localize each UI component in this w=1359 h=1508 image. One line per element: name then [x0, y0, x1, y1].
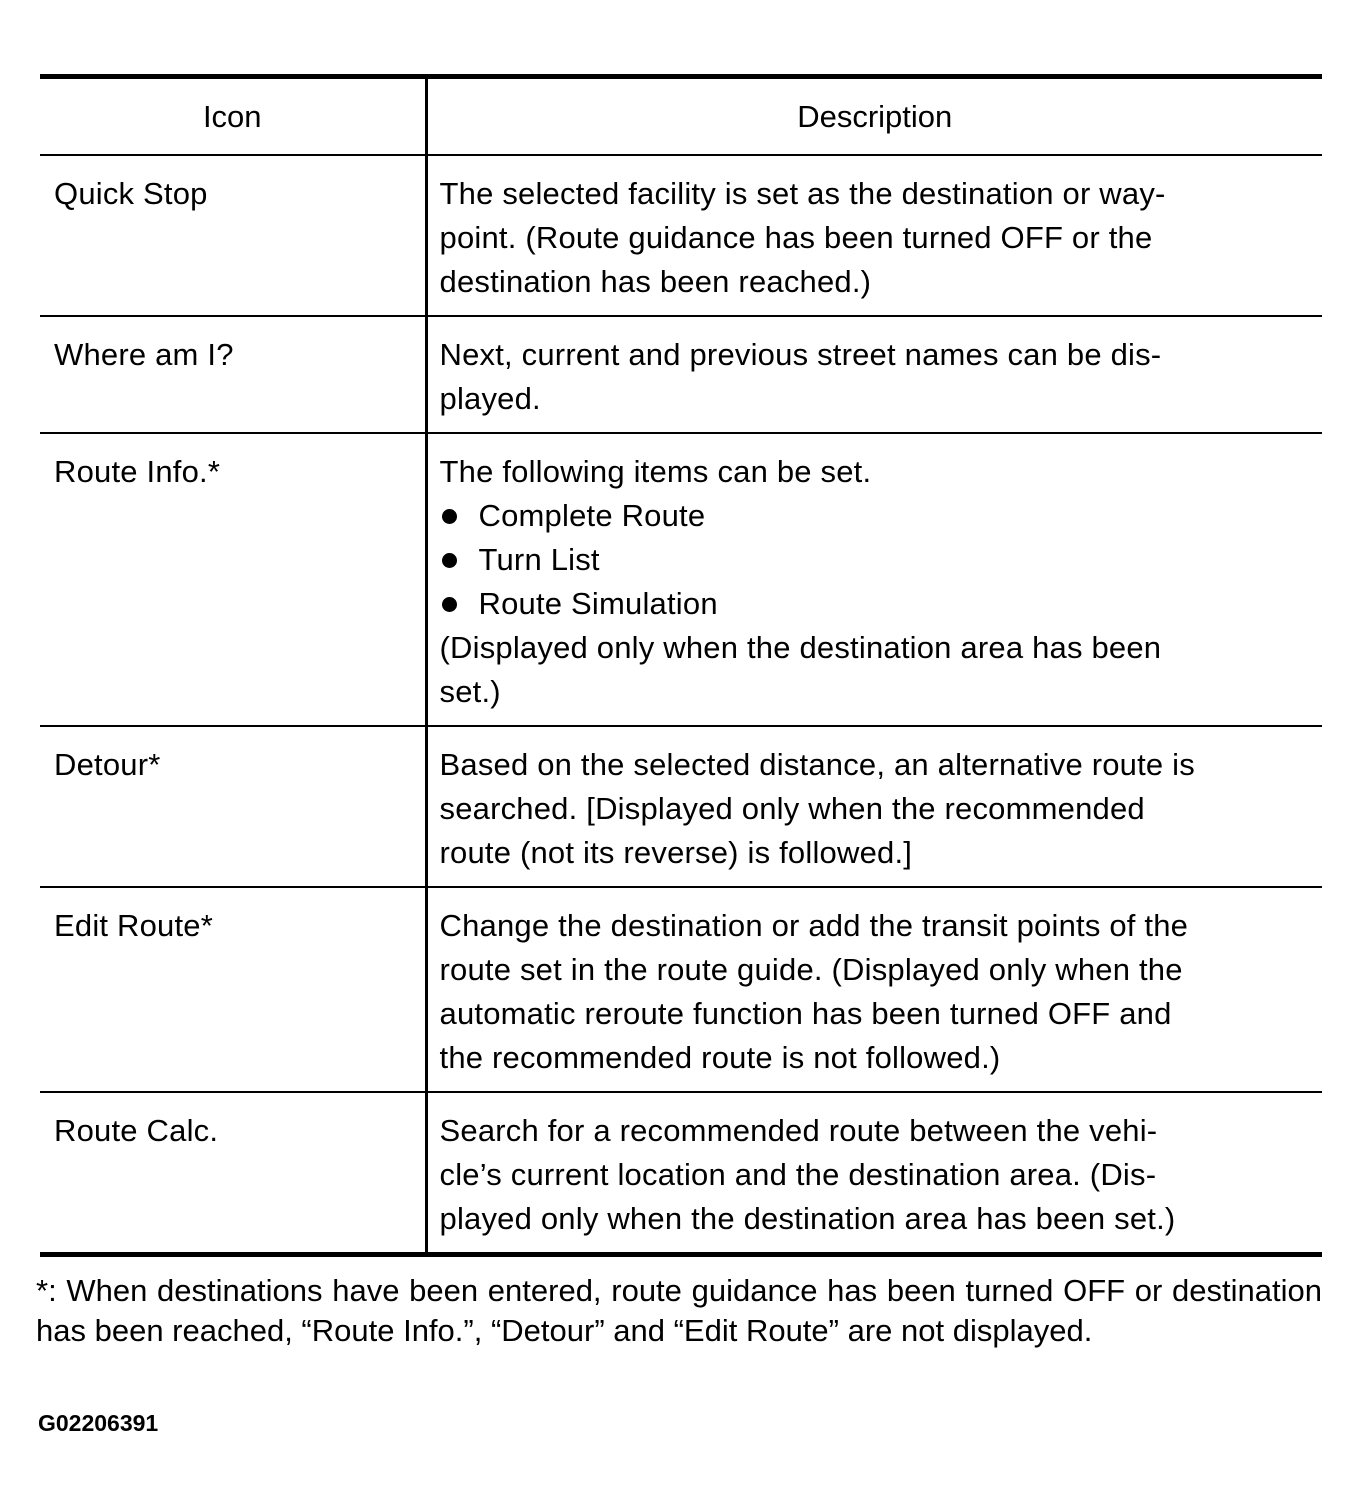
- bullet-dot-icon: [442, 553, 457, 568]
- row-description: [426, 155, 1322, 316]
- bullet-label: Route Simulation: [478, 586, 718, 621]
- row-icon-name: Route Calc.: [40, 1092, 426, 1255]
- description-line: destination has been reached.): [439, 264, 872, 299]
- row-description: [426, 433, 1322, 726]
- figure-code: G02206391: [38, 1410, 159, 1436]
- row-icon-name: Where am I?: [40, 316, 426, 433]
- row-description: [426, 726, 1322, 887]
- table-row: [40, 433, 1322, 726]
- description-line: played.: [439, 381, 541, 416]
- table-row: [40, 316, 1322, 433]
- table-row: [40, 726, 1322, 887]
- row-icon-name: Quick Stop: [40, 155, 426, 316]
- description-line: Based on the selected distance, an alternative route is: [439, 747, 1195, 782]
- description-line: Next, current and previous street names can be dis-: [439, 337, 1162, 372]
- column-header-description: Description: [426, 77, 1322, 156]
- description-line: the recommended route is not followed.): [439, 1040, 1001, 1075]
- row-description: [426, 316, 1322, 433]
- bullet-dot-icon: [442, 597, 457, 612]
- description-line: automatic reroute function has been turned OFF and: [439, 996, 1172, 1031]
- description-line: route set in the route guide. (Displayed only when the: [439, 952, 1183, 987]
- bullet-item: [440, 582, 1315, 626]
- description-line: The following items can be set.: [439, 454, 872, 489]
- bullet-label: Complete Route: [478, 498, 706, 533]
- bullet-item: [440, 494, 1315, 538]
- column-header-icon: Icon: [40, 77, 426, 156]
- description-line: The selected facility is set as the destination or way-: [439, 176, 1166, 211]
- description-line: played only when the destination area has been set.): [439, 1201, 1176, 1236]
- table-row: [40, 887, 1322, 1092]
- description-line: searched. [Displayed only when the recommended: [439, 791, 1145, 826]
- footnote: *: When destinations have been entered, route guidance has been turned OFF or destination has been reached, “Route Info.”, “Detour” and “Edit Route” are not displayed.: [36, 1273, 1322, 1348]
- table-row: [40, 155, 1322, 316]
- description-line: Search for a recommended route between the vehi-: [439, 1113, 1158, 1148]
- description-line: cle’s current location and the destination area. (Dis-: [439, 1157, 1157, 1192]
- icon-description-table: [40, 74, 1322, 1257]
- row-icon-name: Route Info.*: [40, 433, 426, 726]
- bullet-item: [440, 538, 1315, 582]
- description-line: route (not its reverse) is followed.]: [439, 835, 913, 870]
- table-row: [40, 1092, 1322, 1255]
- row-description: [426, 1092, 1322, 1255]
- description-line: Change the destination or add the transit points of the: [439, 908, 1189, 943]
- description-line: (Displayed only when the destination area has been: [439, 630, 1162, 665]
- description-line: point. (Route guidance has been turned OFF or the: [439, 220, 1153, 255]
- row-icon-name: Detour*: [40, 726, 426, 887]
- row-description: [426, 887, 1322, 1092]
- row-icon-name: Edit Route*: [40, 887, 426, 1092]
- bullet-label: Turn List: [478, 542, 600, 577]
- bullet-dot-icon: [442, 509, 457, 524]
- table-header-row: [40, 77, 1322, 156]
- description-line: set.): [439, 674, 501, 709]
